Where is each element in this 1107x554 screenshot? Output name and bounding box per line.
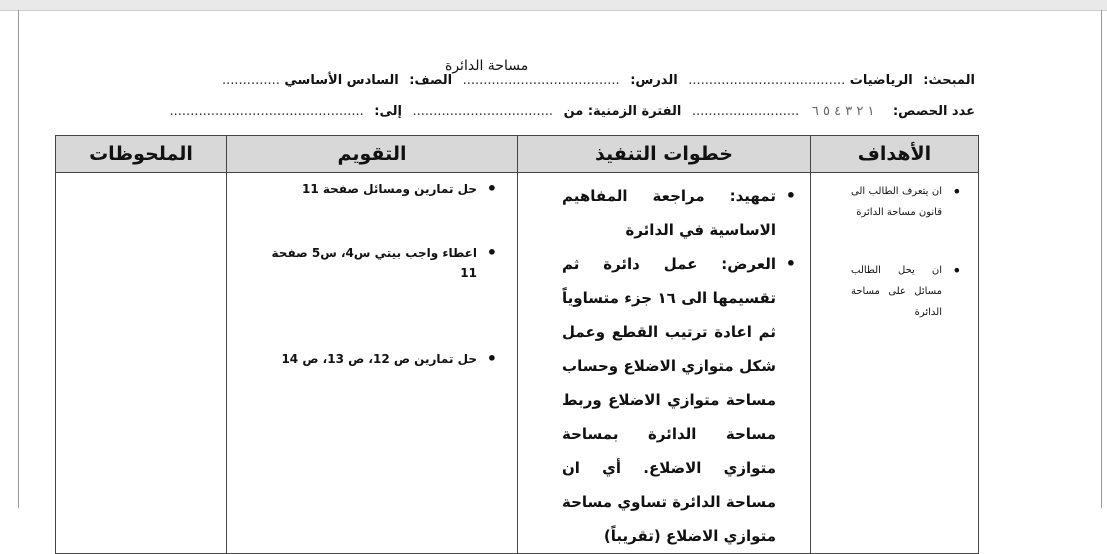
header-steps: خطوات التنفيذ <box>518 136 811 173</box>
sessions-label: عدد الحصص: <box>892 104 975 119</box>
header-notes: الملحوظات <box>56 136 227 173</box>
evaluation-item: • اعطاء واجب بيتي س4، س5 صفحة 11 <box>267 243 477 283</box>
info-line-1 <box>222 73 975 88</box>
grade-dots: .............. <box>222 73 280 88</box>
grade-value: السادس الأساسي <box>284 73 399 88</box>
subject-label: المبحث: <box>923 73 975 88</box>
lesson-dots: ...................................... <box>462 73 620 88</box>
header-goals: الأهداف <box>811 136 979 173</box>
page-top-border <box>0 0 1107 11</box>
period-dots: .................................. <box>412 104 554 119</box>
to-label: إلى: <box>374 104 402 119</box>
evaluation-cell <box>227 173 518 554</box>
notes-cell <box>56 173 227 554</box>
sessions-numbers: ١ ٢ ٣ ٤ ٥ ٦ <box>811 104 875 119</box>
evaluation-item: • حل تمارين ص 12، ص 13، ص 14 <box>267 349 477 369</box>
grade-label: الصف: <box>409 73 453 88</box>
goal-item: • ان يتعرف الطالب الى قانون مساحة الدائرة <box>851 181 942 223</box>
steps-list <box>518 173 810 553</box>
info-line-2 <box>170 104 975 119</box>
step-item: • العرض: عمل دائرة ثم تقسيمها الى ١٦ جزء متساوياً ثم اعادة ترتيب القطع وعمل شكل متوازي الاضلاع وحساب مساحة متوازي الاضلاع وربط مساحة الدائرة بمساحة متوازي الاضلاع. أي ان مساحة الدائرة تساوي مساحة متوازي الاضلاع (تقريباً) <box>562 247 776 553</box>
period-label: الفترة الزمنية: من <box>563 104 682 119</box>
goal-item: • ان يحل الطالب مسائل على مساحة الدائرة <box>851 260 942 323</box>
evaluation-list <box>227 173 517 369</box>
lesson-label: الدرس: <box>630 73 678 88</box>
evaluation-item: • حل تمارين ومسائل صفحة 11 <box>267 179 477 199</box>
page-left-border <box>18 10 19 508</box>
lesson-plan-table <box>55 135 979 554</box>
goals-cell <box>811 173 979 554</box>
goals-list <box>811 173 978 323</box>
steps-cell <box>518 173 811 554</box>
lesson-title: مساحة الدائرة <box>445 58 529 74</box>
sessions-dots: .......................... <box>691 104 800 119</box>
header-evaluation: التقويم <box>227 136 518 173</box>
page-right-border <box>1101 10 1102 508</box>
subject-dots: ...................................... <box>688 73 846 88</box>
subject-value: الرياضيات <box>849 73 913 88</box>
table-row <box>56 173 979 554</box>
step-item: • تمهيد: مراجعة المفاهيم الاساسية في الدائرة <box>562 179 776 247</box>
to-dots: ............................................... <box>169 104 364 119</box>
table-header-row <box>56 136 979 173</box>
